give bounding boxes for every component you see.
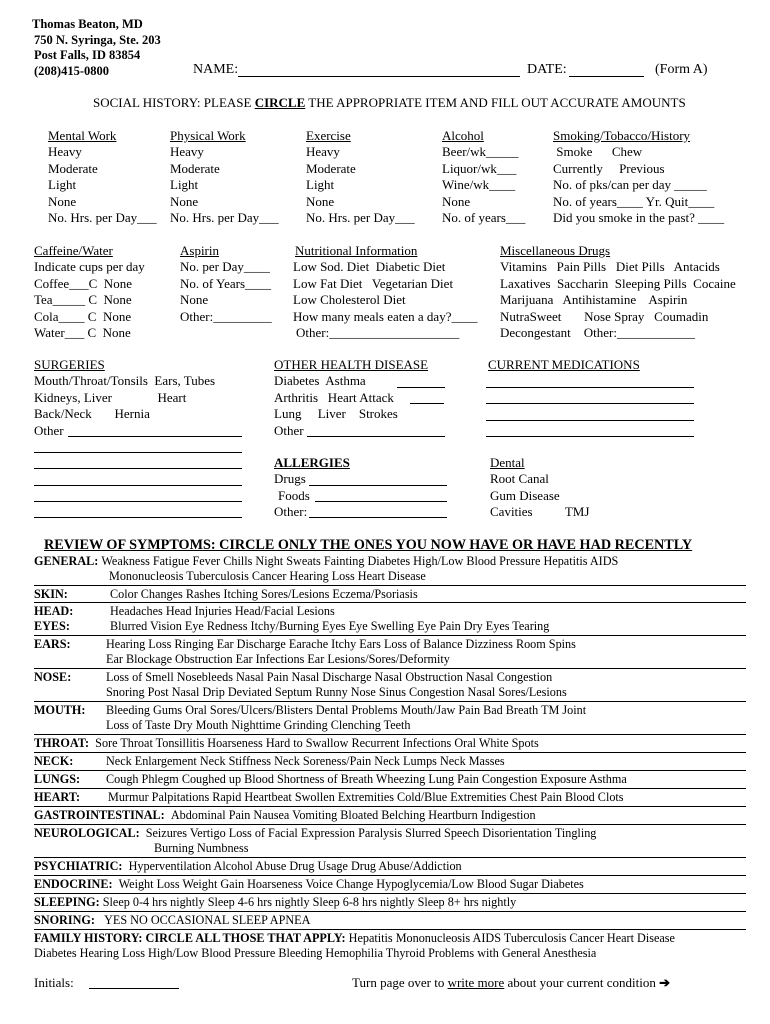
snoring-row: SNORING: YES NO OCCASIONAL SLEEP APNEA xyxy=(34,913,311,927)
divider xyxy=(34,929,746,930)
phone: (208)415-0800 xyxy=(34,64,109,78)
other-health-line-2[interactable] xyxy=(410,403,444,404)
medication-line-1[interactable] xyxy=(486,387,694,388)
psychiatric-row: PSYCHIATRIC: Hyperventilation Alcohol Abuse Drug Usage Drug Abuse/Addiction xyxy=(34,859,462,873)
surgery-line-1[interactable] xyxy=(34,452,242,453)
sleeping-row: SLEEPING: Sleep 0-4 hrs nightly Sleep 4-6 hrs nightly Sleep 6-8 hrs nightly Sleep 8+ hrs nightly xyxy=(34,895,517,909)
misc-drugs-column: Miscellaneous Drugs Vitamins Pain Pills Diet Pills Antacids Laxatives Saccharin Sleeping Pills Cocaine Marijuana Antihistamine Aspirin NutraSweet Nose Spray Coumadin Decongestant Other:____________ xyxy=(500,243,736,341)
nutrition-column: Nutritional Information Low Sod. Diet Diabetic Diet Low Fat Diet Vegetarian Diet Low Cholesterol Diet How many meals eaten a day?____ Other:____________________ xyxy=(293,243,478,341)
skin-row: SKIN: Color Changes Rashes Itching Sores/Lesions Eczema/Psoriasis xyxy=(34,587,418,601)
other-health-line-1[interactable] xyxy=(397,387,445,388)
divider xyxy=(34,668,746,669)
surgeries-column: SURGERIES Mouth/Throat/Tonsils Ears, Tubes Kidneys, Liver Heart Back/Neck Hernia Other xyxy=(34,357,216,438)
divider xyxy=(34,911,746,912)
social-history-title: SOCIAL HISTORY: PLEASE CIRCLE THE APPROPRIATE ITEM AND FILL OUT ACCURATE AMOUNTS xyxy=(93,95,686,110)
caffeine-column: Caffeine/Water Indicate cups per day Coffee___C None Tea_____ C None Cola____ C None Water___ C None xyxy=(34,243,145,341)
medication-line-4[interactable] xyxy=(486,436,694,437)
divider xyxy=(34,585,746,586)
family-history-row-2: Diabetes Hearing Loss High/Low Blood Pressure Bleeding Hemophilia Thyroid Problems with General Anesthesia xyxy=(34,946,597,960)
heart-row: HEART: Murmur Palpitations Rapid Heartbeat Swollen Extremities Cold/Blue Extremities Chest Pain Blood Clots xyxy=(34,790,624,804)
divider xyxy=(34,857,746,858)
endocrine-row: ENDOCRINE: Weight Loss Weight Gain Hoarseness Voice Change Hypoglycemia/Low Blood Sugar Diabetes xyxy=(34,877,584,891)
exercise-column: Exercise Heavy Moderate Light None No. Hrs. per Day___ xyxy=(306,128,415,226)
divider xyxy=(34,701,746,702)
allergies-column: ALLERGIES Drugs Foods Other: xyxy=(274,455,350,520)
divider xyxy=(34,788,746,789)
family-history-row: FAMILY HISTORY: CIRCLE ALL THOSE THAT APPLY: Hepatitis Mononucleosis AIDS Tuberculosis Cancer Heart Disease xyxy=(34,931,675,945)
mental-work-column: Mental Work Heavy Moderate Light None No. Hrs. per Day___ xyxy=(48,128,157,226)
arrow-right-icon: ➔ xyxy=(659,975,671,990)
current-medications-heading: CURRENT MEDICATIONS xyxy=(488,357,640,372)
review-title: REVIEW OF SYMPTOMS: CIRCLE ONLY THE ONES YOU NOW HAVE OR HAVE HAD RECENTLY xyxy=(44,537,693,553)
surgery-line-3[interactable] xyxy=(34,485,242,486)
physical-work-column: Physical Work Heavy Moderate Light None No. Hrs. per Day___ xyxy=(170,128,279,226)
throat-row: THROAT: Sore Throat Tonsillitis Hoarseness Hard to Swallow Recurrent Infections Oral White Spots xyxy=(34,736,539,750)
divider xyxy=(34,824,746,825)
divider xyxy=(34,635,746,636)
address-street: 750 N. Syringa, Ste. 203 xyxy=(34,33,161,47)
other-health-other-line[interactable] xyxy=(307,436,445,437)
smoking-column: Smoking/Tobacco/History Smoke Chew Currently Previous No. of pks/can per day _____ No. of years____ Yr. Quit____ Did you smoke in the past? ____ xyxy=(553,128,725,226)
alcohol-column: Alcohol Beer/wk_____ Liquor/wk___ Wine/wk____ None No. of years___ xyxy=(442,128,526,226)
surgery-line-2[interactable] xyxy=(34,468,242,469)
dental-column: Dental Root Canal Gum Disease Cavities TMJ xyxy=(490,455,590,520)
general-row: GENERAL: Weakness Fatigue Fever Chills Night Sweats Fainting Diabetes High/Low Blood Pressure Hepatitis AIDS xyxy=(34,554,619,568)
aspirin-column: Aspirin No. per Day____ No. of Years____ None Other:_________ xyxy=(180,243,272,324)
general-row-2: Mononucleosis Tuberculosis Cancer Hearing Loss Heart Disease xyxy=(109,569,426,583)
divider xyxy=(34,875,746,876)
divider xyxy=(34,893,746,894)
other-health-column: OTHER HEALTH DISEASE Diabetes Asthma Arthritis Heart Attack Lung Liver Strokes Other xyxy=(274,357,429,438)
allergy-drugs-field[interactable] xyxy=(309,485,447,486)
gastrointestinal-row: GASTROINTESTINAL: Abdominal Pain Nausea Vomiting Bloated Belching Heartburn Indigestion xyxy=(34,808,536,822)
mouth-row-2: Loss of Taste Dry Mouth Nighttime Grinding Clenching Teeth xyxy=(106,718,411,732)
doctor-name: Thomas Beaton, MD xyxy=(32,17,143,31)
address-city: Post Falls, ID 83854 xyxy=(34,48,141,62)
surgery-line-5[interactable] xyxy=(34,517,242,518)
divider xyxy=(34,752,746,753)
divider xyxy=(34,602,746,603)
eyes-row: EYES: Blurred Vision Eye Redness Itchy/Burning Eyes Eye Swelling Eye Pain Dry Eyes Tearing xyxy=(34,619,550,633)
form-label: (Form A) xyxy=(655,62,708,77)
allergy-other-field[interactable] xyxy=(309,517,447,518)
surgery-other-line[interactable] xyxy=(68,436,242,437)
medication-line-2[interactable] xyxy=(486,403,694,404)
ears-row: EARS: Hearing Loss Ringing Ear Discharge Earache Itchy Ears Loss of Balance Dizziness Room Spins xyxy=(34,637,576,651)
turn-page-note: Turn page over to write more about your current condition ➔ xyxy=(352,975,671,990)
allergy-foods-field[interactable] xyxy=(315,501,447,502)
name-field[interactable] xyxy=(238,76,520,77)
date-field[interactable] xyxy=(569,76,644,77)
date-label: DATE: xyxy=(527,62,567,77)
divider xyxy=(34,770,746,771)
mouth-row: MOUTH: Bleeding Gums Oral Sores/Ulcers/Blisters Dental Problems Mouth/Jaw Pain Bad Breath TM Joint xyxy=(34,703,587,717)
ears-row-2: Ear Blockage Obstruction Ear Infections Ear Lesions/Sores/Deformity xyxy=(106,652,450,666)
initials-label: Initials: xyxy=(34,975,74,990)
neck-row: NECK: Neck Enlargement Neck Stiffness Neck Soreness/Pain Neck Lumps Neck Masses xyxy=(34,754,505,768)
nose-row: NOSE: Loss of Smell Nosebleeds Nasal Pain Nasal Discharge Nasal Obstruction Nasal Congestion xyxy=(34,670,553,684)
nose-row-2: Snoring Post Nasal Drip Deviated Septum Runny Nose Sinus Congestion Nasal Sores/Lesions xyxy=(106,685,567,699)
surgery-line-4[interactable] xyxy=(34,501,242,502)
divider xyxy=(34,806,746,807)
lungs-row: LUNGS: Cough Phlegm Coughed up Blood Shortness of Breath Wheezing Lung Pain Congestion Exposure Asthma xyxy=(34,772,627,786)
neurological-row: NEUROLOGICAL: Seizures Vertigo Loss of Facial Expression Paralysis Slurred Speech Disorientation Tingling xyxy=(34,826,597,840)
divider xyxy=(34,734,746,735)
head-row: HEAD: Headaches Head Injuries Head/Facial Lesions xyxy=(34,604,335,618)
medication-line-3[interactable] xyxy=(486,420,694,421)
initials-field[interactable] xyxy=(89,988,179,989)
neurological-row-2: Burning Numbness xyxy=(154,841,249,855)
name-label: NAME: xyxy=(193,62,239,77)
